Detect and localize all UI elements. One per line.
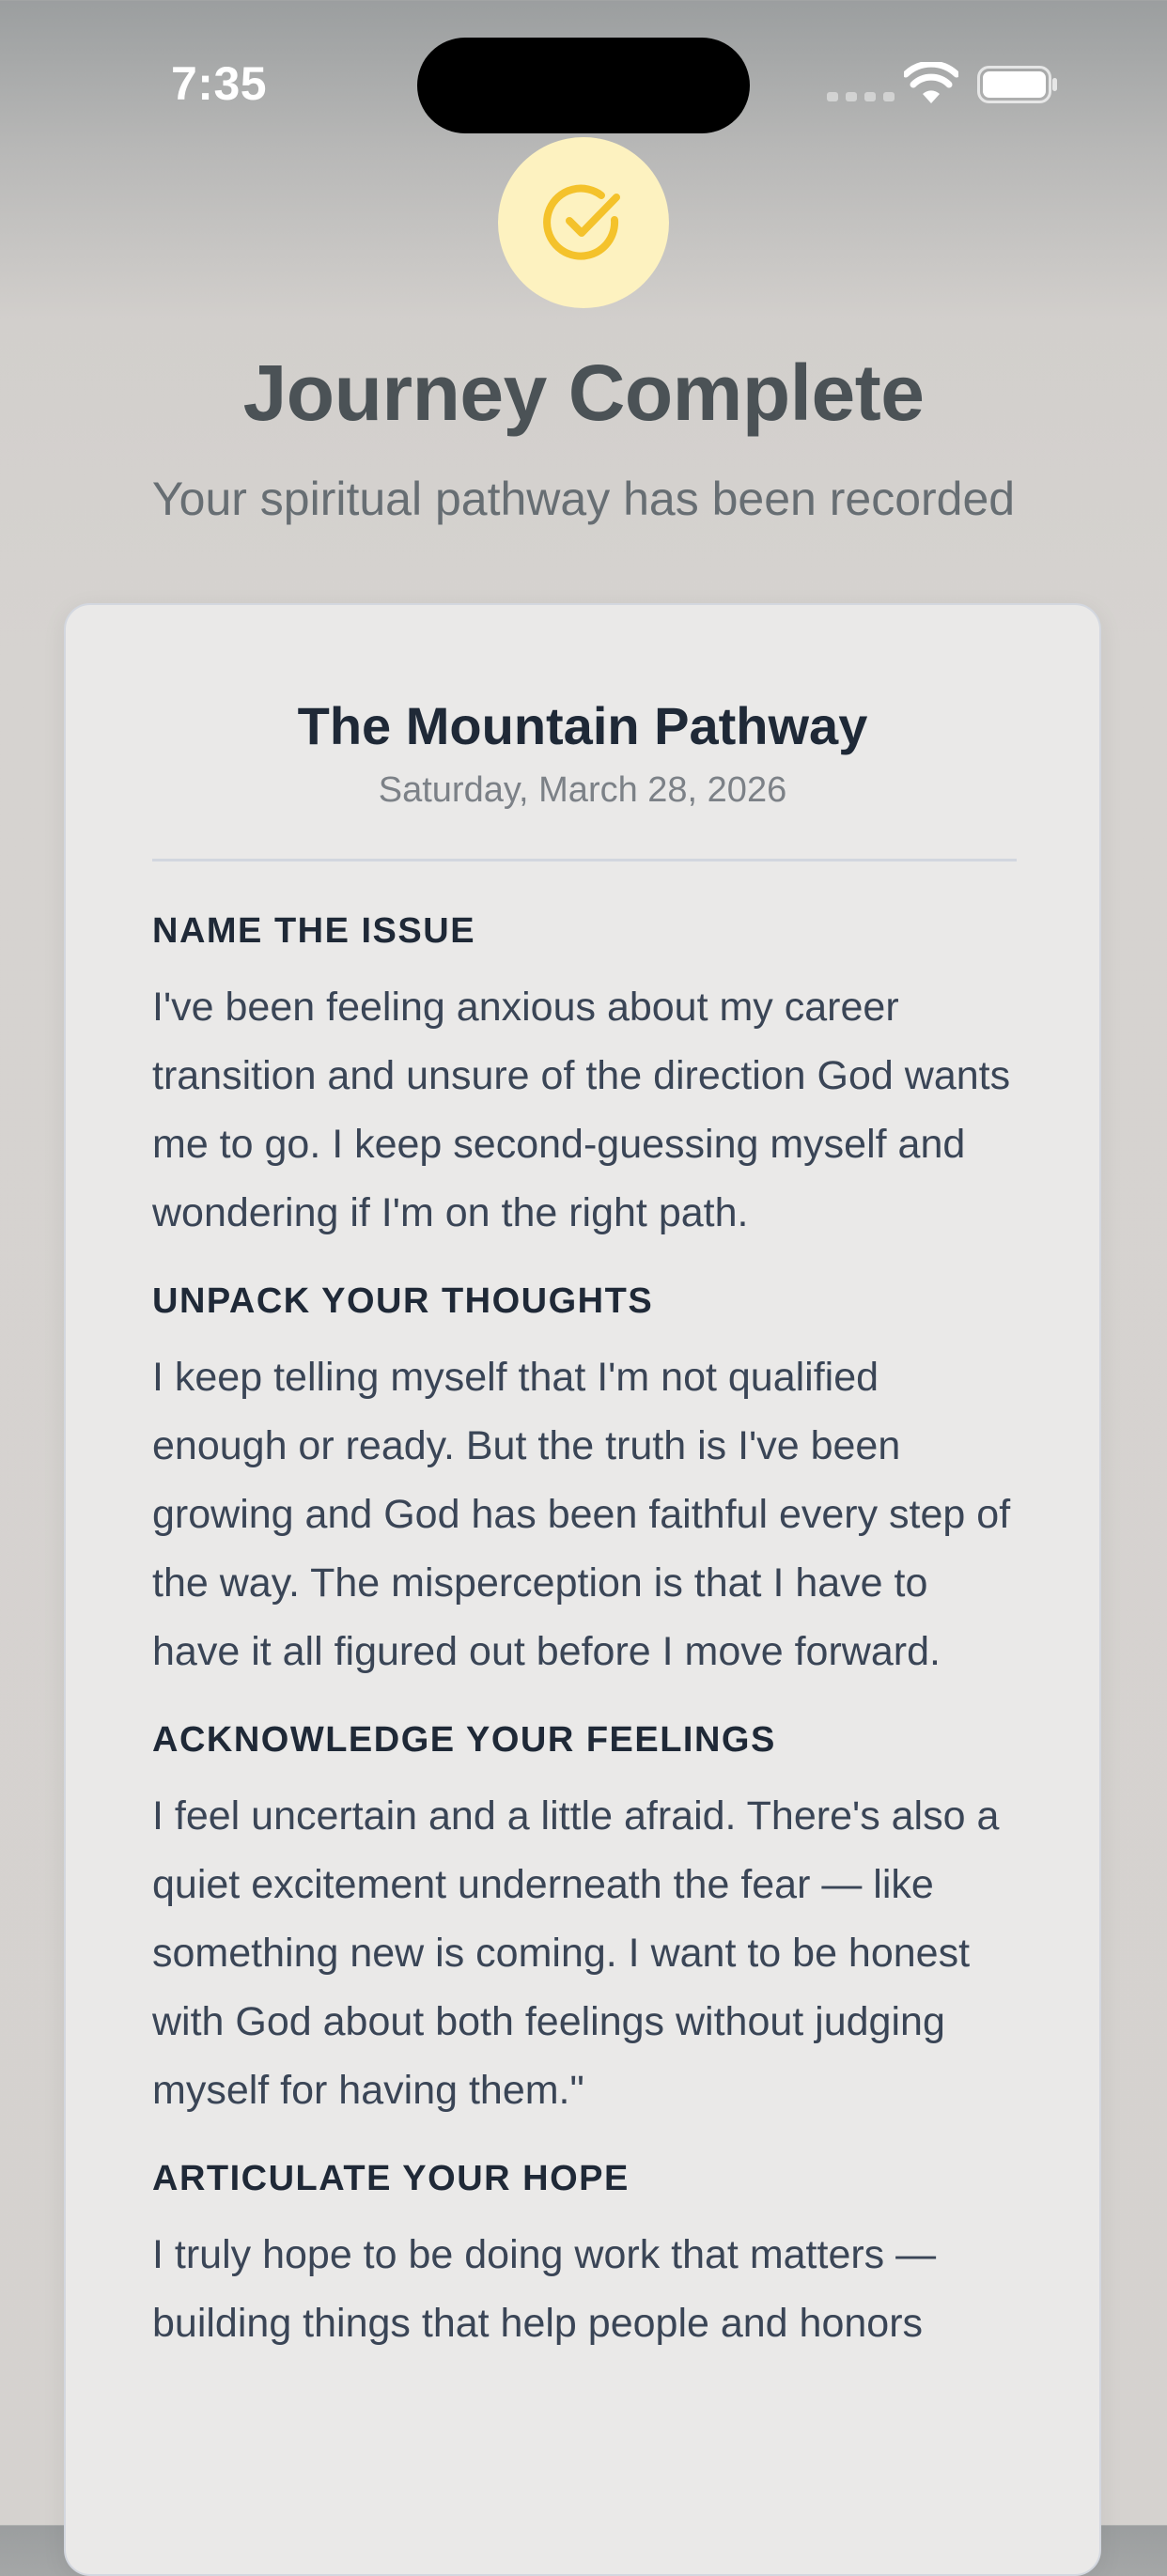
status-time: 7:35: [171, 57, 268, 110]
divider: [152, 859, 1017, 861]
section-acknowledge-your-feelings: [152, 1711, 1017, 2125]
dynamic-island: [417, 38, 750, 133]
section-articulate-your-hope: [152, 2149, 1017, 2358]
section-body: I truly hope to be doing work that matters — building things that help people and honors: [152, 2232, 937, 2346]
page-subtitle: Your spiritual pathway has been recorded: [151, 473, 1016, 525]
completion-badge: [498, 137, 669, 308]
section-heading: NAME THE ISSUE: [152, 911, 476, 951]
section-body: I've been feeling anxious about my career transition and unsure of the direction God wants me to go. I keep second-guessing myself and wondering if I'm on the right path.: [152, 985, 1011, 1235]
journey-date: Saturday, March 28, 2026: [378, 770, 787, 810]
battery-icon: [977, 66, 1058, 103]
check-circle-icon: [539, 178, 628, 267]
journey-sections: [152, 902, 1017, 2382]
wifi-icon: [904, 62, 958, 105]
section-heading: UNPACK YOUR THOUGHTS: [152, 1281, 654, 1321]
section-name-the-issue: [152, 902, 1017, 1248]
section-unpack-your-thoughts: [152, 1272, 1017, 1686]
section-heading: ARTICULATE YOUR HOPE: [152, 2159, 630, 2198]
section-heading: ACKNOWLEDGE YOUR FEELINGS: [152, 1720, 776, 1760]
journey-summary-card: [64, 603, 1101, 2576]
page-title: Journey Complete: [242, 349, 925, 437]
section-body: I keep telling myself that I'm not qualified enough or ready. But the truth is I've been growing and God has been faithful every step of the way. The misperception is that I have to have it all figured out before I move forward.: [152, 1355, 1011, 1674]
section-body: I feel uncertain and a little afraid. There's also a quiet excitement underneath the fear — like something new is coming. I want to be honest with God about both feelings without judging myself for having them.": [152, 1793, 1000, 2113]
journey-title: The Mountain Pathway: [297, 696, 868, 755]
signal-icon: [827, 92, 895, 101]
